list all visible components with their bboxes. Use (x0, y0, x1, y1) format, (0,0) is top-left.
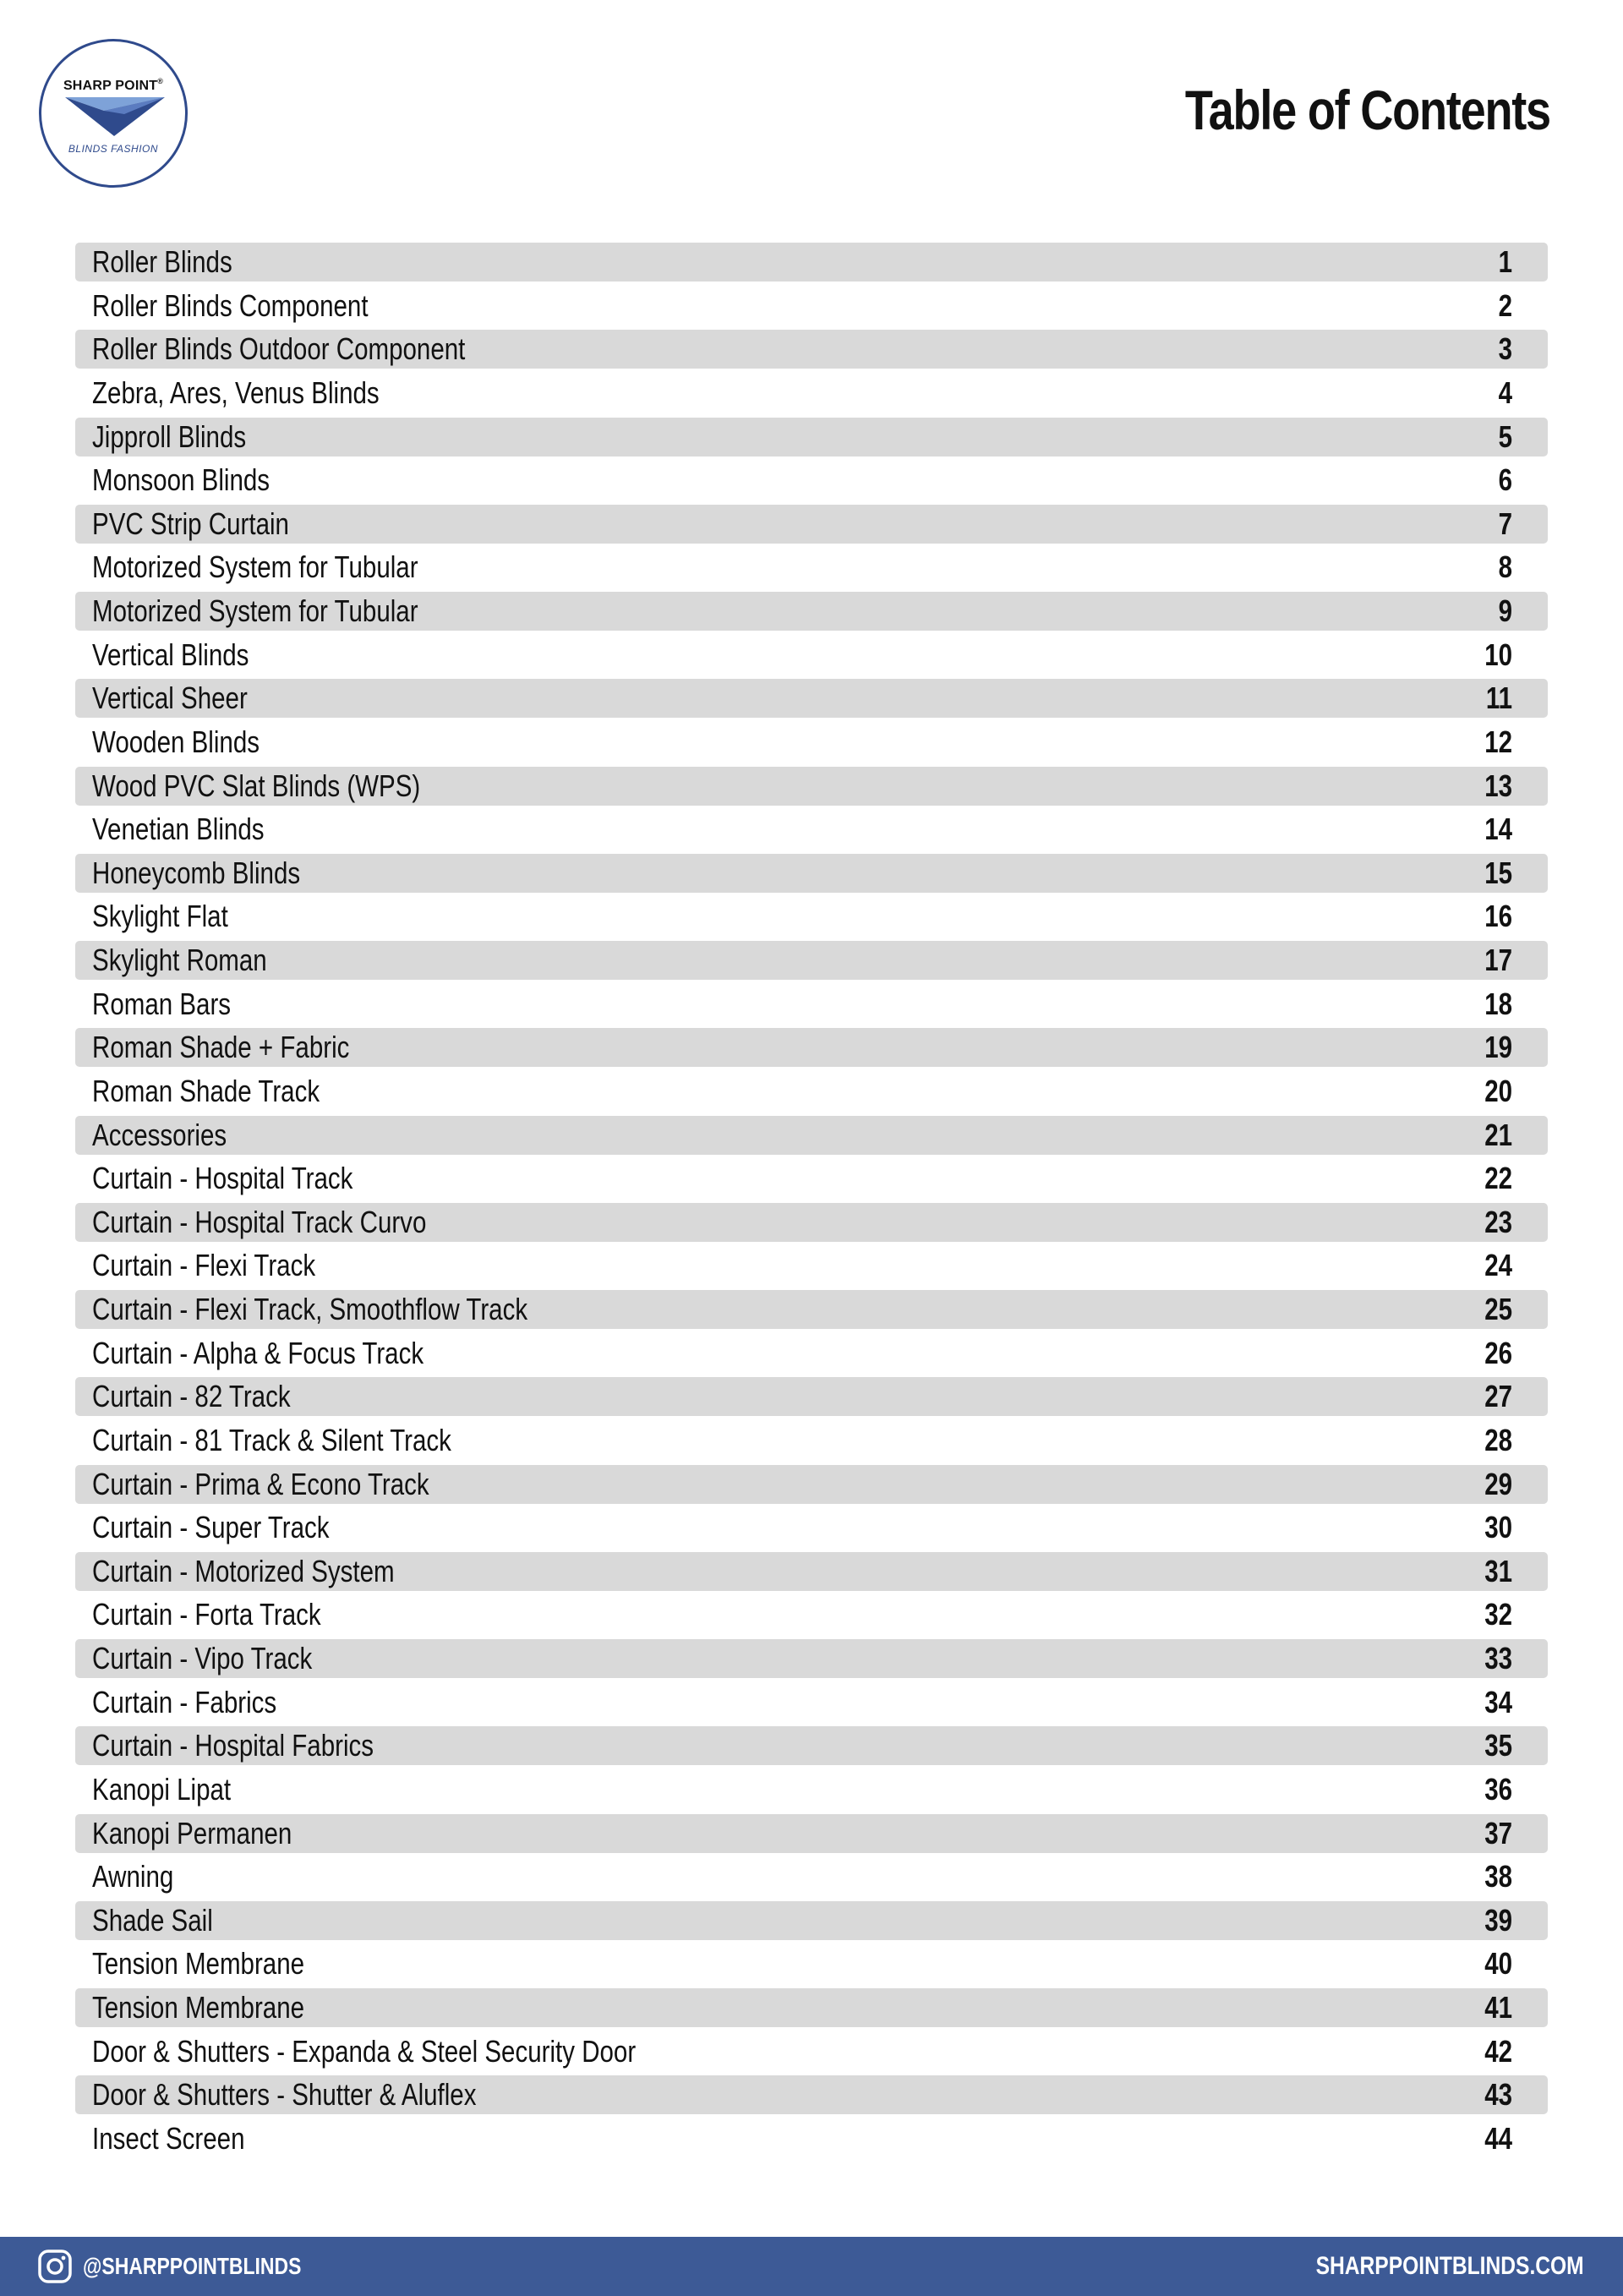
toc-entry-title: Roller Blinds Component (92, 287, 369, 323)
toc-row[interactable] (75, 1726, 1548, 1765)
toc-page-number: 1 (1498, 244, 1512, 279)
toc-entry-title: Motorized System for Tubular (92, 593, 418, 628)
logo-brand-name: SHARP POINT® (63, 77, 164, 93)
toc-entry-title: Curtain - Flexi Track, Smoothflow Track (92, 1292, 528, 1326)
toc-entry-title: Curtain - Prima & Econo Track (92, 1466, 429, 1501)
toc-row[interactable] (75, 592, 1548, 631)
toc-entry-title: Curtain - 82 Track (92, 1379, 291, 1414)
toc-row[interactable] (75, 854, 1548, 893)
toc-row[interactable] (75, 1203, 1548, 1242)
toc-row[interactable] (75, 1508, 1548, 1547)
toc-row[interactable] (75, 1988, 1548, 2027)
toc-page-number: 29 (1484, 1466, 1512, 1501)
toc-page-number: 20 (1484, 1073, 1512, 1108)
social-handle: @SHARPPOINTBLINDS (83, 2253, 302, 2279)
toc-entry-title: Vertical Blinds (92, 637, 249, 672)
toc-page-number: 19 (1484, 1030, 1512, 1065)
toc-row[interactable] (75, 679, 1548, 718)
toc-row[interactable] (75, 461, 1548, 500)
toc-entry-title: Curtain - Fabrics (92, 1684, 277, 1719)
toc-entry-title: Shade Sail (92, 1902, 213, 1938)
toc-row[interactable] (75, 941, 1548, 980)
toc-page-number: 44 (1484, 2120, 1512, 2156)
toc-entry-title: Curtain - Vipo Track (92, 1641, 313, 1676)
toc-page-number: 38 (1484, 1859, 1512, 1894)
toc-page-number: 2 (1498, 287, 1512, 323)
toc-entry-title: Curtain - Hospital Track Curvo (92, 1204, 427, 1239)
toc-entry-title: Door & Shutters - Expanda & Steel Security Door (92, 2033, 637, 2069)
instagram-icon (37, 2249, 73, 2284)
toc-row[interactable] (75, 2119, 1548, 2158)
toc-row[interactable] (75, 1072, 1548, 1111)
toc-row[interactable] (75, 1814, 1548, 1853)
toc-page-number: 12 (1484, 724, 1512, 759)
toc-page-number: 37 (1484, 1815, 1512, 1850)
toc-row[interactable] (75, 1857, 1548, 1896)
toc-row[interactable] (75, 1116, 1548, 1155)
toc-page-number: 21 (1484, 1117, 1512, 1152)
toc-page-number: 17 (1484, 943, 1512, 977)
toc-page-number: 5 (1498, 418, 1512, 454)
toc-page-number: 14 (1484, 812, 1512, 847)
toc-page-number: 26 (1484, 1335, 1512, 1370)
toc-page-number: 42 (1484, 2033, 1512, 2069)
toc-entry-title: Curtain - Hospital Fabrics (92, 1728, 374, 1763)
toc-row[interactable] (75, 505, 1548, 544)
toc-row[interactable] (75, 548, 1548, 587)
toc-row[interactable] (75, 374, 1548, 413)
toc-row[interactable] (75, 1683, 1548, 1722)
toc-row[interactable] (75, 287, 1548, 325)
toc-row[interactable] (75, 2032, 1548, 2071)
toc-entry-title: Curtain - 81 Track & Silent Track (92, 1422, 451, 1457)
toc-row[interactable] (75, 1770, 1548, 1809)
toc-entry-title: Curtain - Hospital Track (92, 1161, 353, 1196)
toc-page-number: 3 (1498, 331, 1512, 367)
toc-page-number: 34 (1484, 1684, 1512, 1719)
toc-row[interactable] (75, 418, 1548, 456)
toc-list (75, 243, 1548, 2163)
toc-row[interactable] (75, 1944, 1548, 1983)
toc-row[interactable] (75, 2075, 1548, 2114)
toc-page-number: 18 (1484, 986, 1512, 1021)
toc-entry-title: Curtain - Alpha & Focus Track (92, 1335, 424, 1370)
toc-entry-title: Tension Membrane (92, 1946, 305, 1982)
toc-row[interactable] (75, 1552, 1548, 1591)
toc-row[interactable] (75, 897, 1548, 936)
toc-entry-title: Skylight Roman (92, 943, 267, 977)
toc-row[interactable] (75, 1465, 1548, 1504)
toc-row[interactable] (75, 636, 1548, 675)
toc-page-number: 4 (1498, 374, 1512, 410)
toc-row[interactable] (75, 1159, 1548, 1198)
toc-page-number: 30 (1484, 1510, 1512, 1545)
toc-page-number: 25 (1484, 1292, 1512, 1326)
toc-row[interactable] (75, 1595, 1548, 1634)
toc-page-number: 9 (1498, 593, 1512, 628)
toc-row[interactable] (75, 767, 1548, 806)
toc-entry-title: Wooden Blinds (92, 724, 260, 759)
toc-entry-title: Jipproll Blinds (92, 418, 247, 454)
toc-entry-title: Kanopi Permanen (92, 1815, 292, 1850)
toc-entry-title: Roman Bars (92, 986, 232, 1021)
toc-page-number: 15 (1484, 855, 1512, 890)
toc-entry-title: Curtain - Flexi Track (92, 1248, 316, 1283)
toc-row[interactable] (75, 1290, 1548, 1329)
toc-page-number: 8 (1498, 549, 1512, 585)
toc-page-number: 24 (1484, 1248, 1512, 1283)
website-link[interactable]: SHARPPOINTBLINDS.COM (1315, 2252, 1584, 2280)
toc-entry-title: PVC Strip Curtain (92, 506, 289, 541)
toc-entry-title: Roller Blinds (92, 244, 232, 279)
toc-entry-title: Motorized System for Tubular (92, 549, 418, 585)
toc-page-number: 7 (1498, 506, 1512, 541)
instagram-link[interactable] (37, 2237, 349, 2296)
toc-page-number: 13 (1484, 768, 1512, 803)
toc-entry-title: Insect Screen (92, 2120, 245, 2156)
toc-page-number: 11 (1485, 681, 1512, 716)
toc-page-number: 31 (1484, 1553, 1512, 1588)
toc-row[interactable] (75, 1334, 1548, 1373)
toc-entry-title: Tension Membrane (92, 1990, 305, 2025)
toc-row[interactable] (75, 1246, 1548, 1285)
toc-entry-title: Roman Shade Track (92, 1073, 320, 1108)
toc-entry-title: Venetian Blinds (92, 812, 265, 847)
toc-page-number: 43 (1484, 2077, 1512, 2113)
toc-row[interactable] (75, 1028, 1548, 1067)
toc-entry-title: Awning (92, 1859, 174, 1894)
toc-page-number: 40 (1484, 1946, 1512, 1982)
toc-page-number: 28 (1484, 1422, 1512, 1457)
toc-entry-title: Door & Shutters - Shutter & Aluflex (92, 2077, 477, 2113)
logo-tagline: BLINDS FASHION (68, 143, 159, 155)
toc-page-number: 22 (1484, 1161, 1512, 1196)
toc-row[interactable] (75, 1639, 1548, 1678)
toc-page-number: 27 (1484, 1379, 1512, 1414)
toc-page-number: 33 (1484, 1641, 1512, 1676)
footer-bar (0, 2237, 1623, 2296)
toc-row[interactable] (75, 810, 1548, 849)
logo-swoosh-graphic (41, 41, 185, 185)
toc-page-number: 35 (1484, 1728, 1512, 1763)
toc-page-number: 6 (1498, 462, 1512, 498)
toc-page-number: 36 (1484, 1771, 1512, 1807)
toc-page-number: 10 (1484, 637, 1512, 672)
toc-page-number: 23 (1484, 1204, 1512, 1239)
toc-entry-title: Skylight Flat (92, 899, 228, 934)
toc-entry-title: Roman Shade + Fabric (92, 1030, 350, 1065)
toc-entry-title: Honeycomb Blinds (92, 855, 301, 890)
toc-row[interactable] (75, 1421, 1548, 1460)
toc-entry-title: Vertical Sheer (92, 681, 248, 716)
toc-entry-title: Curtain - Super Track (92, 1510, 330, 1545)
toc-entry-title: Curtain - Motorized System (92, 1553, 395, 1588)
toc-row[interactable] (75, 723, 1548, 762)
toc-entry-title: Curtain - Forta Track (92, 1597, 321, 1632)
toc-row[interactable] (75, 330, 1548, 369)
toc-entry-title: Accessories (92, 1117, 227, 1152)
toc-entry-title: Zebra, Ares, Venus Blinds (92, 374, 380, 410)
toc-row[interactable] (75, 985, 1548, 1024)
toc-row[interactable] (75, 1377, 1548, 1416)
toc-row[interactable] (75, 243, 1548, 282)
toc-entry-title: Roller Blinds Outdoor Component (92, 331, 466, 367)
toc-entry-title: Monsoon Blinds (92, 462, 270, 498)
toc-page-number: 16 (1484, 899, 1512, 934)
toc-row[interactable] (75, 1901, 1548, 1940)
toc-page-number: 41 (1484, 1990, 1512, 2025)
page-title: Table of Contents (1184, 79, 1550, 141)
toc-page-number: 39 (1484, 1902, 1512, 1938)
toc-entry-title: Wood PVC Slat Blinds (WPS) (92, 768, 421, 803)
toc-page-number: 32 (1484, 1597, 1512, 1632)
toc-entry-title: Kanopi Lipat (92, 1771, 232, 1807)
brand-logo (39, 39, 188, 188)
